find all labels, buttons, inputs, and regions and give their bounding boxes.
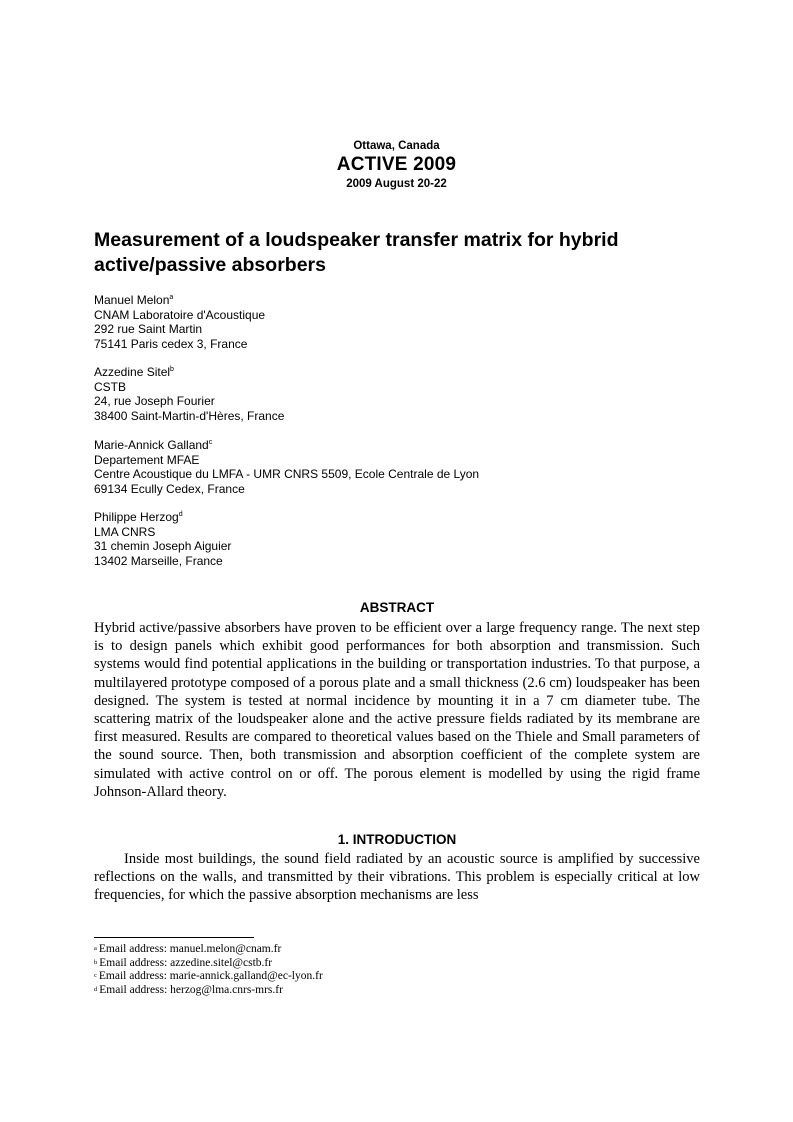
abstract-heading: ABSTRACT [359,600,435,615]
introduction-heading: 1. INTRODUCTION [337,832,457,847]
author-name: Manuel Melon [94,293,170,307]
author-footnote-mark: d [178,511,183,518]
footnote [94,984,323,998]
author-footnote-mark: c [208,439,213,446]
introduction-paragraph: Inside most buildings, the sound field radiated by an acoustic source is amplified by successive reflections on the walls, and transmitted by their vibrations. This problem is especially critical at low frequencies, for which the passive absorption mechanisms are less [94,851,700,904]
footnote-text: Email address: marie-annick.galland@ec-lyon.fr [98,970,323,983]
footnote-text: Email address: manuel.melon@cnam.fr [98,943,282,955]
conference-location: Ottawa, Canada [353,140,440,152]
footnote-text: Email address: herzog@lma.cnrs-mrs.fr [99,983,283,996]
affiliation-line: Departement MFAE [94,452,200,467]
author-name-line [94,438,479,453]
affiliation-line: 75141 Paris cedex 3, France [94,336,248,351]
footnote-mark: d [94,985,98,993]
author-footnote-mark: a [169,294,174,301]
affiliation-line: 69134 Ecully Cedex, France [94,481,245,496]
footnote-mark: a [94,945,97,952]
conference-date: 2009 August 20-22 [346,178,447,190]
footnote-separator [94,937,254,938]
author-name-line [94,365,284,380]
affiliation-line: 31 chemin Joseph Aiguier [94,539,232,554]
author-name: Philippe Herzog [94,510,179,524]
author-block [94,510,231,568]
author-name: Marie-Annick Galland [94,438,209,452]
footnotes [94,943,323,997]
author-name-line [94,510,231,525]
footnote-mark: b [94,958,98,966]
affiliation-line: 38400 Saint-Martin-d'Hères, France [94,408,285,423]
footnote-text: Email address: azzedine.sitel@cstb.fr [99,956,273,969]
affiliation-line: CNAM Laboratoire d'Acoustique [94,307,266,322]
footnote [94,970,323,984]
author-block [94,293,265,351]
paper-title: Measurement of a loudspeaker transfer matrix for hybrid active/passive absorbers [94,229,619,276]
affiliation-line: 292 rue Saint Martin [94,322,203,337]
author-block [94,438,479,496]
affiliation-line: 24, rue Joseph Fourier [94,394,215,409]
affiliation-line: 13402 Marseille, France [94,553,223,568]
conference-name: ACTIVE 2009 [336,154,457,175]
affiliation-line: Centre Acoustique du LMFA - UMR CNRS 5509, Ecole Centrale de Lyon [94,467,480,482]
author-name-line [94,293,265,308]
footnote [94,957,323,971]
footnote [94,943,323,957]
footnote-mark: c [94,972,97,980]
author-name: Azzedine Sitel [94,365,171,379]
affiliation-line: LMA CNRS [94,524,156,539]
author-block [94,365,284,423]
author-footnote-mark: b [170,366,174,373]
affiliation-line: CSTB [94,379,127,394]
abstract-paragraph: Hybrid active/passive absorbers have proven to be efficient over a large frequency range. The next step is to design panels which exhibit good performances for both absorption and transmission. Such systems would find potential applications in the building or transportation industries. To that purpose, a multilayered prototype composed of a porous plate and a small thickness (2.6 cm) loudspeaker has been designed. The system is tested at normal incidence by mounting it in a 7 cm diameter tube. The scattering matrix of the loudspeaker alone and the active pressure fields radiated by its membrane are first measured. Results are compared to theoretical values based on the Thiele and Small parameters of the sound source. Then, both transmission and absorption coefficient of the complete system are simulated with active control on or off. The porous element is modelled by using the rigid frame Johnson-Allard theory. [94,620,700,800]
